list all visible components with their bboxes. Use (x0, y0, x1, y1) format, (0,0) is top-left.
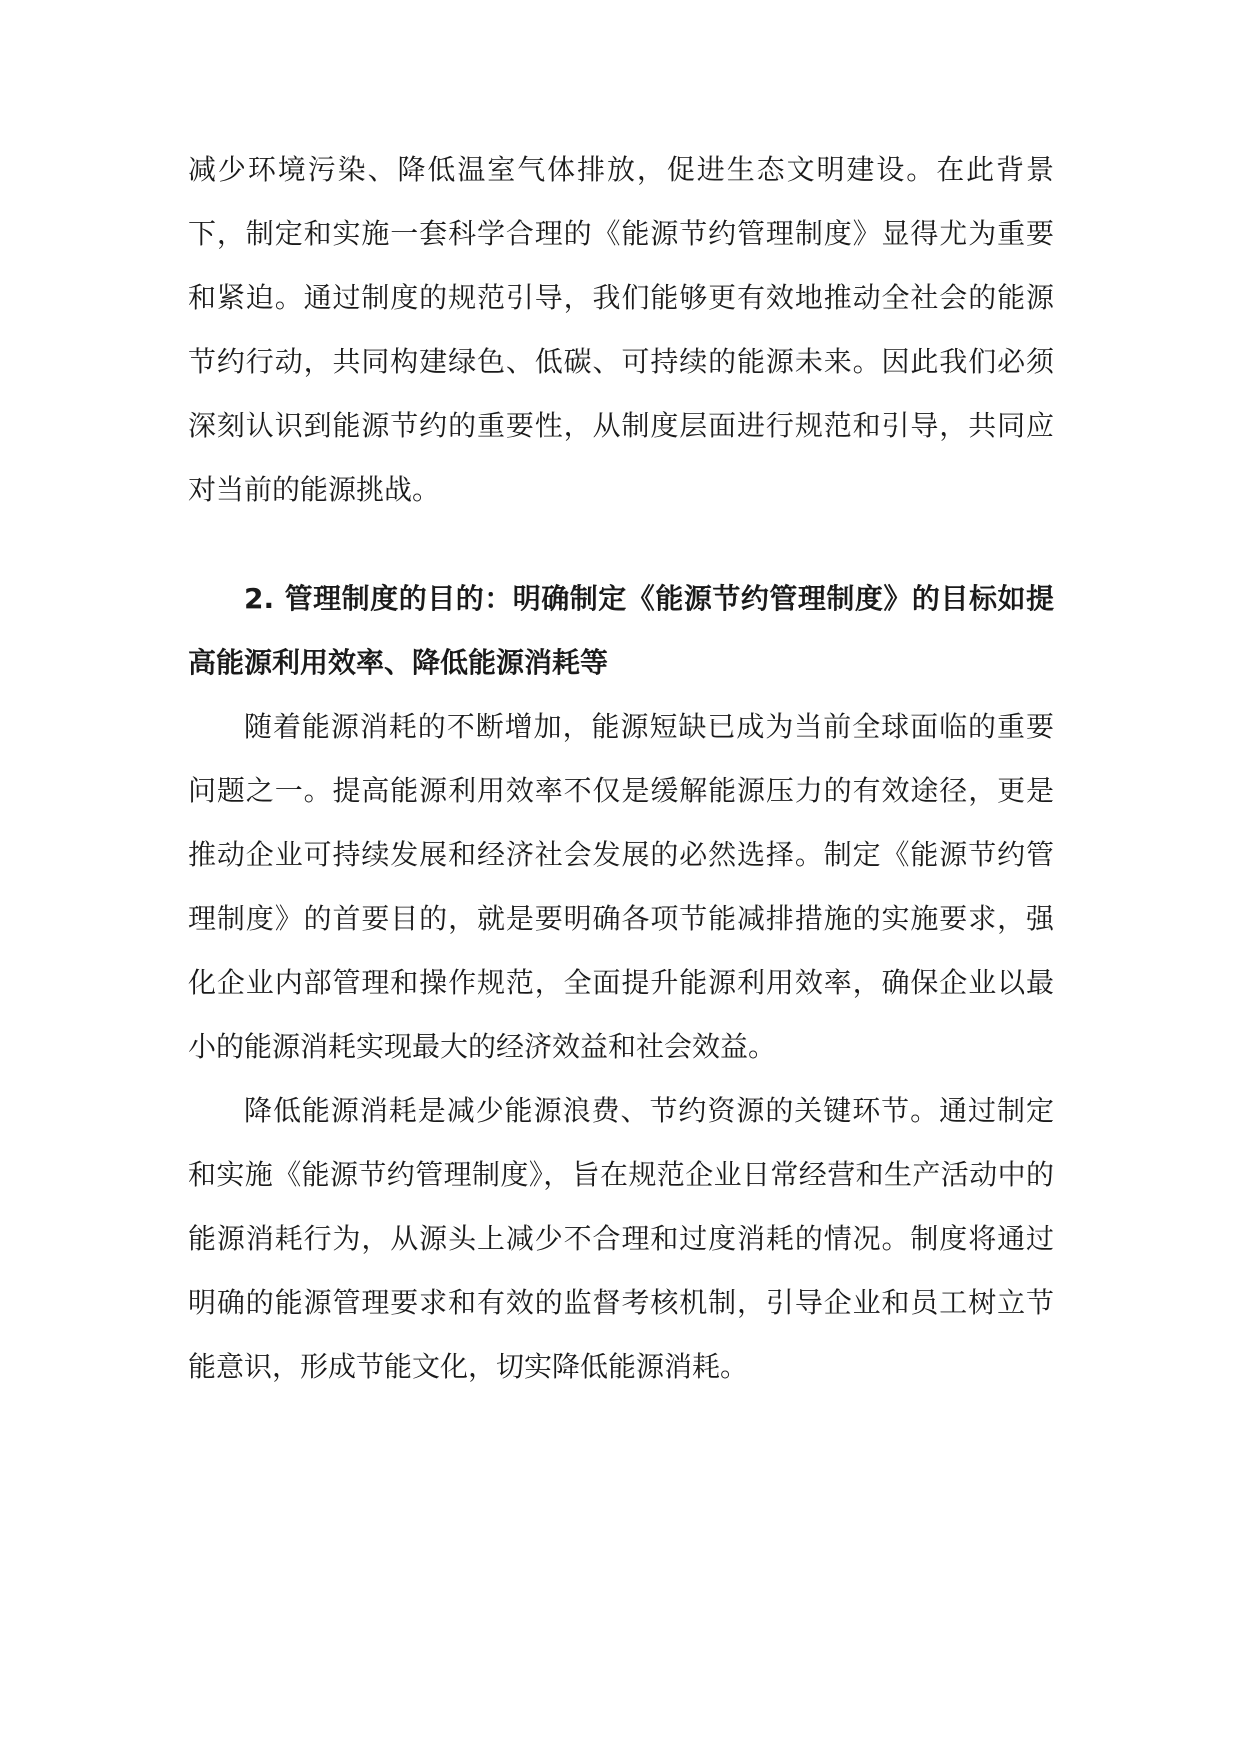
body-paragraph-continuation: 减少环境污染、降低温室气体排放，促进生态文明建设。在此背景下，制定和实施一套科学合理的《能源节约管理制度》显得尤为重要和紧迫。通过制度的规范引导，我们能够更有效地推动全社会的能源节约行动，共同构建绿色、低碳、可持续的能源未来。因此我们必须深刻认识到能源节约的重要性，从制度层面进行规范和引导，共同应对当前的能源挑战。 (188, 153, 1054, 506)
body-paragraph-efficiency: 随着能源消耗的不断增加，能源短缺已成为当前全球面临的重要问题之一。提高能源利用效率不仅是缓解能源压力的有效途径，更是推动企业可持续发展和经济社会发展的必然选择。制定《能源节约管理制度》的首要目的，就是要明确各项节能减排措施的实施要求，强化企业内部管理和操作规范，全面提升能源利用效率，确保企业以最小的能源消耗实现最大的经济效益和社会效益。 (188, 710, 1054, 1063)
section-heading (188, 567, 1054, 695)
body-paragraph-consumption: 降低能源消耗是减少能源浪费、节约资源的关键环节。通过制定和实施《能源节约管理制度》，旨在规范企业日常经营和生产活动中的能源消耗行为，从源头上减少不合理和过度消耗的情况。制度将通过明确的能源管理要求和有效的监督考核机制，引导企业和员工树立节能意识，形成节能文化，切实降低能源消耗。 (188, 1094, 1054, 1383)
section-title: 管理制度的目的：明确制定《能源节约管理制度》的目标如提高能源利用效率、降低能源消耗等 (188, 582, 1054, 679)
section-number: 2. (244, 582, 275, 615)
document-body (188, 138, 1054, 1399)
